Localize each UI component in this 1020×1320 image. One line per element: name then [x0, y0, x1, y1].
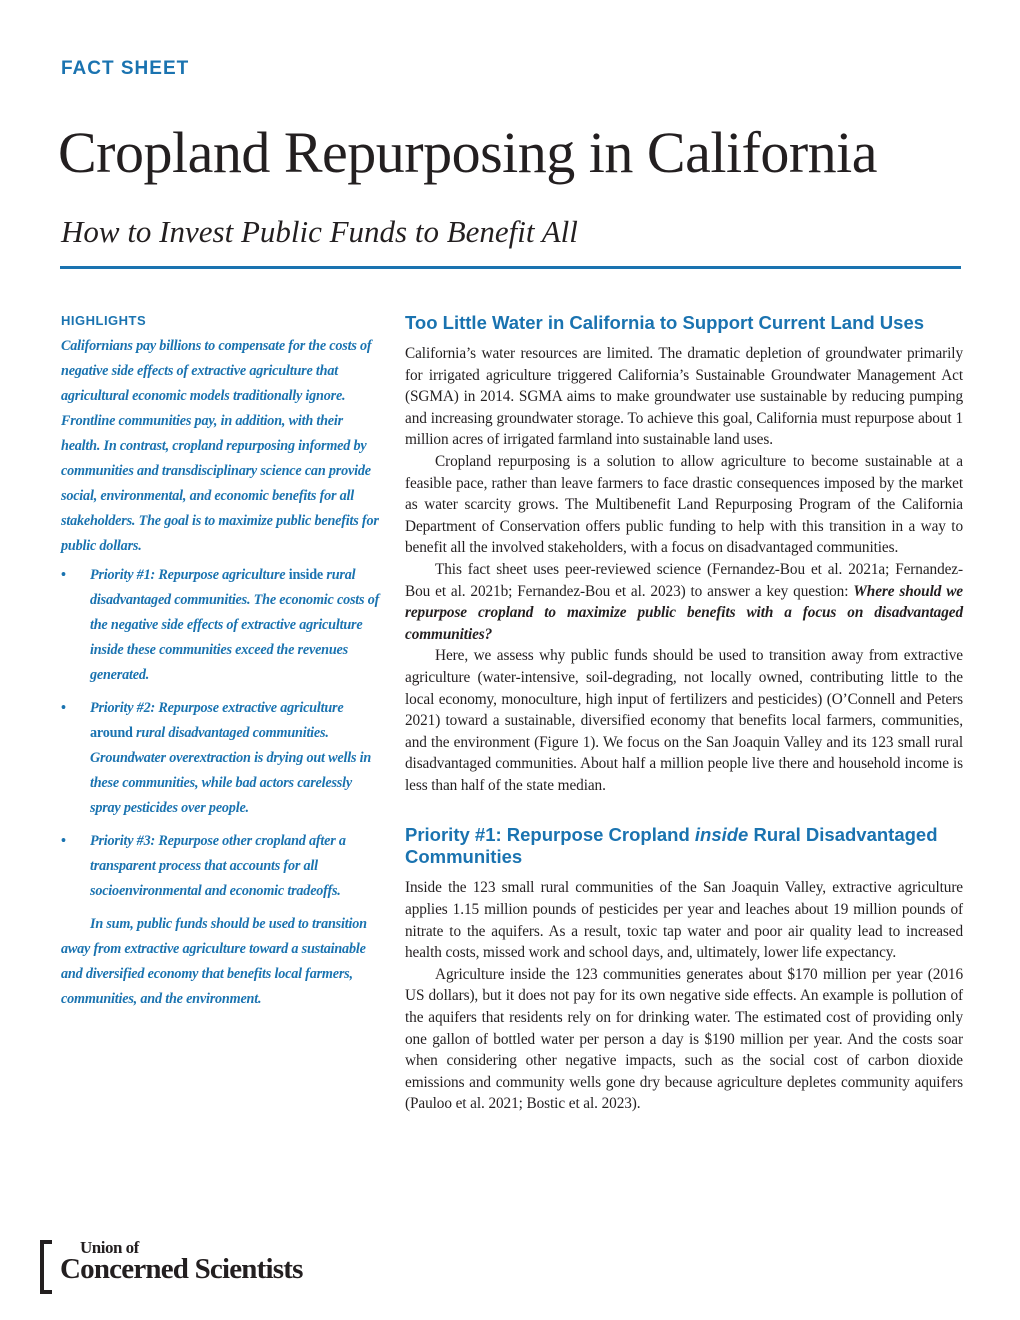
highlights-column	[61, 312, 381, 1012]
bullet-icon: •	[61, 833, 66, 849]
priorities-list	[61, 563, 381, 904]
priority-2-text-a: Priority #2: Repurpose extractive agriculture	[90, 700, 344, 716]
highlights-intro: Californians pay billions to compensate for the costs of negative side effects of extractive agriculture that agricultural economic models traditionally ignore. Frontline communities pay, in addition, with their health. In contrast, cropland repurposing informed by communities and transdisciplinary science can provide social, environmental, and economic benefits for all stakeholders. The goal is to maximize public benefits for public dollars.	[61, 338, 379, 554]
bullet-icon: •	[61, 567, 66, 583]
main-column	[405, 312, 963, 1115]
logo-bracket	[40, 1240, 52, 1294]
ucs-logo	[40, 1238, 370, 1290]
section-2-paragraph-1: Inside the 123 small rural communities of the San Joaquin Valley, extractive agriculture applies 1.15 million pounds of pesticides per year and leaches about 19 million pounds of nitrate to the aquifers. As a result, toxic tap water and poor air quality lead to increased health costs, missed work and school days, and, ultimately, lower life expectancy.	[405, 879, 963, 962]
priority-1-emphasis: inside	[285, 567, 327, 583]
page-subtitle: How to Invest Public Funds to Benefit All	[61, 214, 578, 249]
fact-sheet-label: FACT SHEET	[61, 58, 190, 79]
priority-item-2	[61, 696, 381, 821]
logo-line-1: Union of	[80, 1238, 139, 1257]
section-2-paragraph-2: Agriculture inside the 123 communities generates about $170 million per year (2016 US dollars), but it does not pay for its own negative side effects. An example is pollution of the aquifers that residents rely on for drinking water. The estimated cost of providing only one gallon of bottled water per person a day is $190 million per year. And the costs soar when considering other negative impacts, such as the social cost of carbon dioxide emissions and community wells gone dry because agriculture depletes community aquifers (Pauloo et al. 2021; Bostic et al. 2023).	[405, 965, 963, 1113]
page-title: Cropland Repurposing in California	[58, 120, 878, 185]
section-2-heading-a: Priority #1: Repurpose Cropland	[405, 824, 695, 846]
section-1-paragraph-3	[405, 559, 963, 645]
section-1-paragraph-3-text: This fact sheet uses peer-reviewed science (Fernandez-Bou et al. 2021a; Fernandez-Bou et al. 2021b; Fernandez-Bou et al. 2023) to answer a key question:	[405, 560, 963, 600]
priority-item-3	[61, 829, 381, 904]
section-2-heading-c: Rural Disadvantaged Communities	[405, 824, 938, 868]
priority-item-1	[61, 563, 381, 688]
key-question: Where should we repurpose cropland to maximize public benefits with a focus on disadvantaged communities?	[405, 582, 963, 643]
section-1-paragraph-2: Cropland repurposing is a solution to allow agriculture to become sustainable at a feasible pace, rather than leave farmers to face drastic consequences imposed by the market as water scarcity grows. The Multibenefit Land Repurposing Program of the California Department of Conservation offers public funding to help with this transition in a way to benefit all the involved stakeholders, with a focus on disadvantaged communities.	[405, 452, 963, 557]
priority-2-text-c: rural disadvantaged communities. Groundwater overextraction is drying out wells in these communities, while bad actors carelessly spray pesticides over people.	[90, 725, 372, 816]
priority-1-text-c: rural disadvantaged communities. The economic costs of the negative side effects of extractive agriculture inside these communities exceed the revenues generated.	[90, 567, 380, 683]
section-1-heading: Too Little Water in California to Support Current Land Uses	[405, 312, 925, 333]
priority-3-text: Priority #3: Repurpose other cropland after a transparent process that accounts for all socioenvironmental and economic tradeoffs.	[90, 833, 346, 899]
section-2-heading-emphasis: inside	[694, 824, 749, 846]
title-divider	[60, 266, 961, 269]
highlights-summary: In sum, public funds should be used to transition away from extractive agriculture toward a sustainable and diversified economy that benefits local farmers, communities, and the environment.	[61, 916, 367, 1007]
section-1-paragraph-1: California’s water resources are limited. The dramatic depletion of groundwater primarily for irrigated agriculture triggered California’s Sustainable Groundwater Management Act (SGMA) in 2014. SGMA aims to make groundwater use sustainable by reducing pumping and increasing groundwater storage. To achieve this goal, California must repurpose about 1 million acres of irrigated farmland into sustainable land uses.	[405, 345, 963, 449]
priority-1-text-a: Priority #1: Repurpose agriculture	[90, 567, 286, 583]
highlights-label: HIGHLIGHTS	[61, 313, 147, 328]
logo-line-2: Concerned Scientists	[60, 1253, 303, 1285]
section-1-paragraph-4: Here, we assess why public funds should be used to transition away from extractive agriculture (water-intensive, soil-degrading, not locally owned, contributing little to the local economy, monoculture, high input of fertilizers and pesticides) (O’Connell and Peters 2021) toward a sustainable, diversified economy that benefits local farmers, communities, and the environment (Figure 1). We focus on the San Joaquin Valley and its 123 small rural disadvantaged communities. About half a million people live there and household income is less than half of the state median.	[405, 647, 963, 794]
section-2-heading	[405, 824, 963, 868]
priority-2-emphasis: around	[90, 725, 137, 741]
bullet-icon: •	[61, 700, 66, 716]
